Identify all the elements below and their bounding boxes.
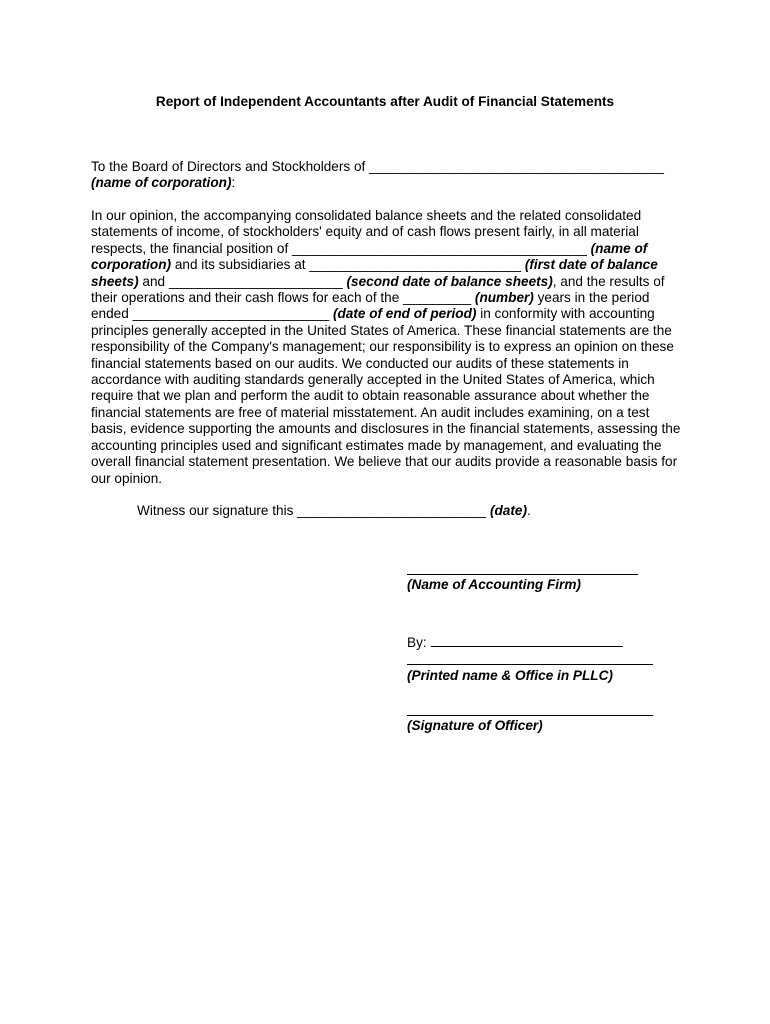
corporation-name-placeholder: (name of corporation) <box>91 175 232 191</box>
opinion-text: years in the period ended <box>91 290 650 322</box>
opinion-text: and its subsidiaries at <box>171 257 310 273</box>
opinion-text: , and the results of their operations and their cash flows for each of the <box>91 273 665 306</box>
by-label: By: <box>407 635 427 650</box>
opinion-text: in conformity with accounting principles generally accepted in the United States of America. These financial statements are the responsibility of the Company's management; our responsibility is to express an opinion on these financial statements based on our audits. We conducted our audits of these statements in accordance with auditing standards generally accepted in the United States of America, which require that we plan and perform the audit to obtain reasonable assurance about whether the financial statements are free of material misstatement. An audit includes examining, on a test basis, evidence supporting the amounts and disclosures in the financial statements, assessing the accounting principles used and significant estimates made by management, and evaluating the overall financial statement presentation. We believe that our audits provide a reasonable basis for our opinion. <box>91 306 681 486</box>
first-balance-date-placeholder: (first date of balance sheets) <box>91 257 658 289</box>
witness-line <box>137 503 697 519</box>
witness-date-blank[interactable]: _________________________ <box>297 503 487 518</box>
period-end-date-blank[interactable]: __________________________ <box>132 306 330 322</box>
second-balance-date-placeholder: (second date of balance sheets) <box>346 273 553 289</box>
printed-name-label: (Printed name & Office in PLLC) <box>407 668 613 683</box>
salutation-suffix: : <box>231 175 236 191</box>
officer-signature-label: (Signature of Officer) <box>407 718 543 733</box>
salutation-prefix: To the Board of Directors and Stockholders of <box>91 159 370 174</box>
by-signature-row <box>407 634 727 651</box>
number-of-years-blank[interactable]: _________ <box>403 290 472 306</box>
document-title: Report of Independent Accountants after Audit of Financial Statements <box>155 94 615 109</box>
period-end-date-placeholder: (date of end of period) <box>332 306 477 322</box>
witness-suffix: . <box>526 503 531 518</box>
second-balance-date-blank[interactable]: _______________________ <box>168 273 343 289</box>
corporation-name-blank-2[interactable]: _______________________________________ <box>292 240 587 256</box>
corporation-name-placeholder-2: (name of corporation) <box>91 240 648 273</box>
opinion-paragraph <box>91 208 681 487</box>
witness-prefix: Witness our signature this <box>137 503 298 518</box>
officer-signature-line[interactable] <box>407 715 653 716</box>
first-balance-date-blank[interactable]: ____________________________ <box>309 257 522 273</box>
firm-name-signature-line[interactable] <box>407 574 638 575</box>
number-of-years-placeholder: (number) <box>474 290 534 306</box>
salutation <box>91 159 681 192</box>
witness-date-placeholder: (date) <box>489 503 527 518</box>
by-signature-line[interactable] <box>431 634 623 647</box>
opinion-text: and <box>138 273 169 289</box>
corporation-name-blank[interactable]: _______________________________________ <box>369 159 664 174</box>
printed-name-signature-line[interactable] <box>407 664 653 665</box>
firm-name-label: (Name of Accounting Firm) <box>407 577 581 592</box>
opinion-text: In our opinion, the accompanying consolidated balance sheets and the related consolidated statements of income, of stockholders' equity and of cash flows present fairly, in all material respects, the financial position of <box>91 208 642 256</box>
